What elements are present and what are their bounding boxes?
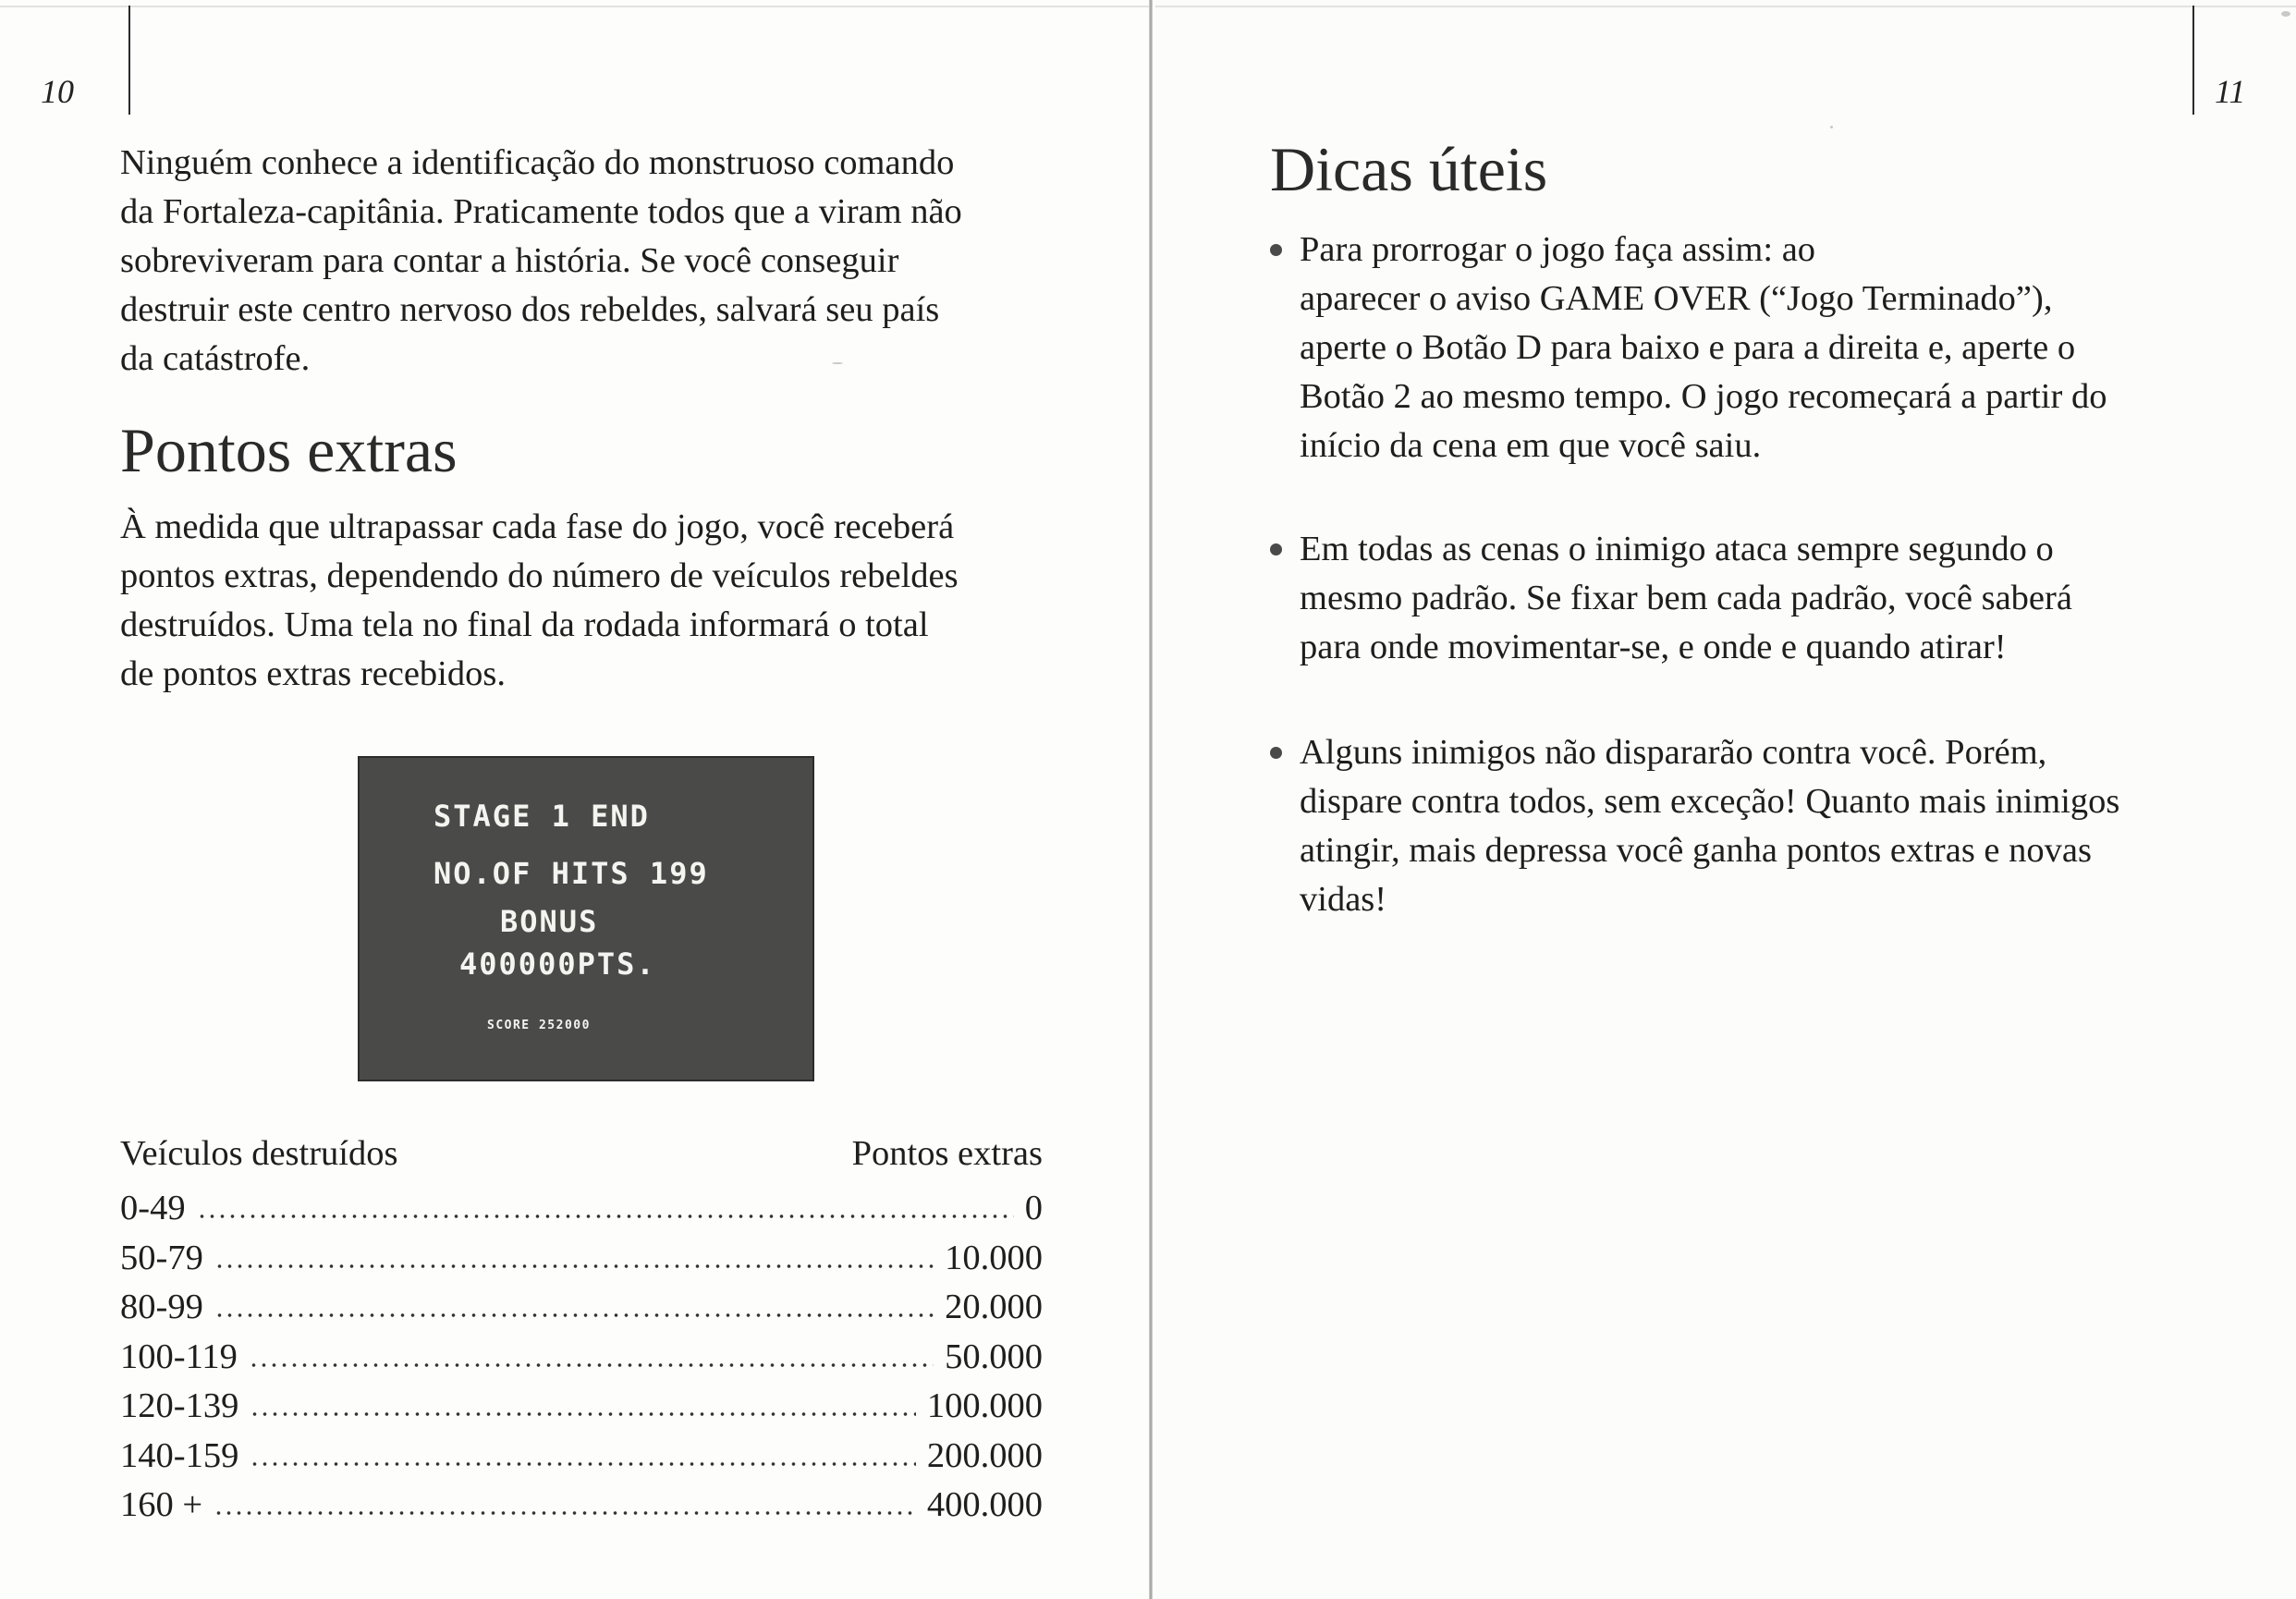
page-number: 10 — [41, 73, 74, 110]
page-number: 11 — [2215, 73, 2246, 110]
bonus-label-text: BONUS — [500, 904, 599, 939]
text-line: atingir, mais depressa você ganha pontos extras e novas — [1300, 831, 2092, 870]
text-line: da catástrofe. — [120, 339, 311, 378]
text-line: destruídos. Uma tela no final da rodada informará o total — [120, 605, 929, 644]
section-title: Dicas úteis — [1270, 134, 1548, 204]
table-row — [120, 1283, 1043, 1333]
text-line: pontos extras, dependendo do número de veículos rebeldes — [120, 556, 959, 595]
text-line: Alguns inimigos não dispararão contra você. Porém, — [1300, 733, 2047, 772]
table-row — [120, 1432, 1043, 1482]
vehicles-range: 50-79 — [120, 1238, 203, 1277]
tips-list — [1155, 0, 2296, 1599]
bonus-points-text: 400000PTS. — [459, 946, 656, 982]
table-row — [120, 1481, 1043, 1531]
extra-points-paragraph — [120, 503, 959, 699]
bonus-table — [120, 1133, 1043, 1531]
tip-paragraph — [1300, 728, 2119, 924]
points-value: 400.000 — [926, 1485, 1043, 1524]
text-line: mesmo padrão. Se fixar bem cada padrão, você saberá — [1300, 579, 2072, 617]
points-value: 10.000 — [945, 1238, 1043, 1277]
text-line: início da cena em que você saiu. — [1300, 426, 1762, 465]
table-row — [120, 1234, 1043, 1284]
points-value: 200.000 — [926, 1435, 1043, 1475]
column-header-vehicles: Veículos destruídos — [120, 1134, 398, 1173]
text-line: destruir este centro nervoso dos rebeldes, salvará seu país — [120, 290, 940, 329]
text-line: Ninguém conhece a identificação do monstruoso comando — [120, 143, 955, 182]
points-value: 20.000 — [945, 1288, 1043, 1326]
bullet-icon — [1270, 543, 1282, 555]
table-row — [120, 1382, 1043, 1432]
section-title: Pontos extras — [120, 415, 458, 485]
top-edge-line — [0, 6, 1152, 7]
hits-count-text: NO.OF HITS 199 — [434, 856, 709, 891]
dot-leader — [249, 1357, 934, 1368]
bullet-icon — [1270, 747, 1282, 759]
points-value: 50.000 — [945, 1337, 1043, 1376]
right-page — [1155, 0, 2296, 1599]
points-value: 100.000 — [926, 1386, 1043, 1425]
tip-paragraph — [1300, 525, 2072, 672]
dot-leader — [197, 1208, 1014, 1219]
text-line: aperte o Botão D para baixo e para a direita e, aperte o — [1300, 328, 2076, 367]
dot-leader — [214, 1505, 916, 1516]
points-value: 0 — [1024, 1189, 1043, 1227]
vehicles-range: 80-99 — [120, 1288, 203, 1326]
intro-paragraph — [120, 139, 962, 384]
dot-leader — [250, 1456, 916, 1467]
vehicles-range: 0-49 — [120, 1189, 186, 1227]
paper-speck — [832, 362, 843, 364]
text-line: Botão 2 ao mesmo tempo. O jogo recomeçará a partir do — [1300, 377, 2107, 416]
vehicles-range: 120-139 — [120, 1386, 239, 1425]
vehicles-range: 140-159 — [120, 1435, 239, 1475]
table-row — [120, 1333, 1043, 1383]
vehicles-range: 160 + — [120, 1485, 203, 1524]
table-header — [120, 1133, 1043, 1184]
bullet-icon — [1270, 244, 1282, 256]
score-text: SCORE 252000 — [487, 1019, 591, 1032]
list-item — [1300, 728, 2119, 924]
text-line: Para prorrogar o jogo faça assim: ao — [1300, 230, 1816, 269]
stage-end-text: STAGE 1 END — [434, 799, 650, 834]
vehicles-range: 100-119 — [120, 1337, 238, 1376]
text-line: vidas! — [1300, 880, 1387, 919]
text-line: Em todas as cenas o inimigo ataca sempre segundo o — [1300, 530, 2054, 568]
text-line: da Fortaleza-capitânia. Praticamente todos que a viram não — [120, 192, 962, 231]
text-line: para onde movimentar-se, e onde e quando atirar! — [1300, 628, 2007, 666]
tip-paragraph — [1300, 226, 2107, 470]
text-line: sobreviveram para contar a história. Se você conseguir — [120, 241, 899, 280]
text-line: À medida que ultrapassar cada fase do jogo, você receberá — [120, 507, 955, 546]
paper-speck — [2281, 11, 2290, 17]
dot-leader — [214, 1307, 934, 1318]
page-marker-line — [128, 6, 130, 115]
text-line: aparecer o aviso GAME OVER (“Jogo Terminado”), — [1300, 279, 2053, 318]
paper-speck — [1830, 126, 1833, 128]
text-line: dispare contra todos, sem exceção! Quanto mais inimigos — [1300, 782, 2120, 821]
column-header-points: Pontos extras — [851, 1134, 1043, 1173]
list-item — [1300, 525, 2072, 672]
book-gutter — [1149, 0, 1153, 1599]
dot-leader — [250, 1406, 916, 1417]
table-row — [120, 1184, 1043, 1234]
text-line: de pontos extras recebidos. — [120, 654, 506, 693]
dot-leader — [214, 1258, 934, 1269]
stage-end-screenshot — [358, 756, 814, 1081]
list-item — [1300, 226, 2107, 470]
